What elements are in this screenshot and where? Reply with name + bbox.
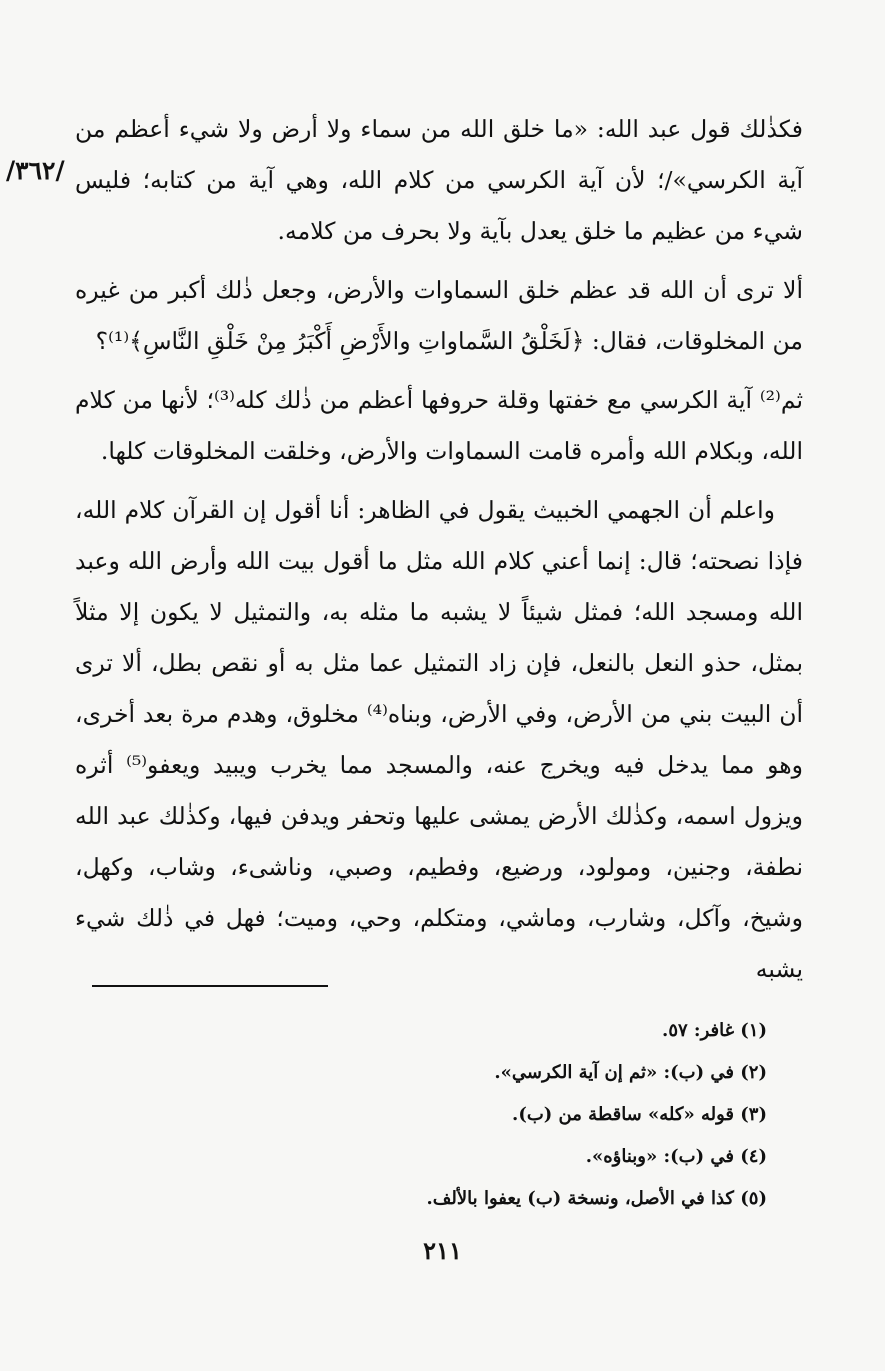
footnote-5: (٥) كذا في الأصل، ونسخة (ب) يعفوا بالألف. xyxy=(426,1188,767,1209)
footnote-3: (٣) قوله «كله» ساقطة من (ب). xyxy=(512,1104,767,1125)
footnote-4: (٤) في (ب): «وبناؤه». xyxy=(585,1146,767,1167)
page-number: ٢١١ xyxy=(423,1236,462,1265)
margin-page-reference: /٣٦٢/ xyxy=(6,156,65,185)
main-text xyxy=(75,104,803,1003)
footnotes xyxy=(117,1010,767,1220)
footnote-2: (٢) في (ب): «ثم إن آية الكرسي». xyxy=(494,1062,767,1083)
paragraph-4: واعلم أن الجهمي الخبيث يقول في الظاهر: أنا أقول إن القرآن كلام الله، فإذا نصحته؛ قال: إنما أعني كلام الله مثل ما أقول بيت الله وأرض الله وعبد الله ومسجد الله؛ فمثل شيئاً لا يشبه ما مثله به، والتمثيل لا يكون إلا مثلاً بمثل، حذو النعل بالنعل، فإن زاد التمثيل عما مثل به أو نقص بطل، ألا ترى أن البيت بني من الأرض، وفي الأرض، وبناه⁽⁴⁾ مخلوق، وهدم مرة بعد أخرى، وهو مما يدخل فيه ويخرج عنه، والمسجد مما يخرب ويبيد ويعفو⁽⁵⁾ أثره ويزول اسمه، وكذٰلك الأرض يمشى عليها وتحفر ويدفن فيها، وكذٰلك عبد الله نطفة، وجنين، ومولود، ورضيع، وفطيم، وصبي، وناشىء، وشاب، وكهل، وشيخ، وآكل، وشارب، وماشي، ومتكلم، وحي، وميت؛ فهل في ذٰلك شيء يشبه xyxy=(75,496,804,983)
footnote-separator xyxy=(92,985,328,987)
paragraph-1: فكذٰلك قول عبد الله: «ما خلق الله من سماء ولا أرض ولا شيء أعظم من آية الكرسي»/؛ لأن آية الكرسي من كلام الله، وهي آية من كتابه؛ فليس شيء من عظيم ما خلق يعدل بآية ولا بحرف من كلامه. xyxy=(75,115,803,245)
paragraph-3: ثم⁽²⁾ آية الكرسي مع خفتها وقلة حروفها أعظم من ذٰلك كله⁽³⁾؛ لأنها من كلام الله، وبكلام الله وأمره قامت السماوات والأرض، وخلقت المخلوقات كلها. xyxy=(75,386,803,465)
paragraph-2: ألا ترى أن الله قد عظم خلق السماوات والأرض، وجعل ذٰلك أكبر من غيره من المخلوقات، فقال: ﴿لَخَلْقُ السَّماواتِ والأَرْضِ أَكْبَرُ مِنْ خَلْقِ النَّاسِ﴾⁽¹⁾؟ xyxy=(75,276,803,355)
footnote-1: (١) غافر: ٥٧. xyxy=(662,1020,767,1041)
